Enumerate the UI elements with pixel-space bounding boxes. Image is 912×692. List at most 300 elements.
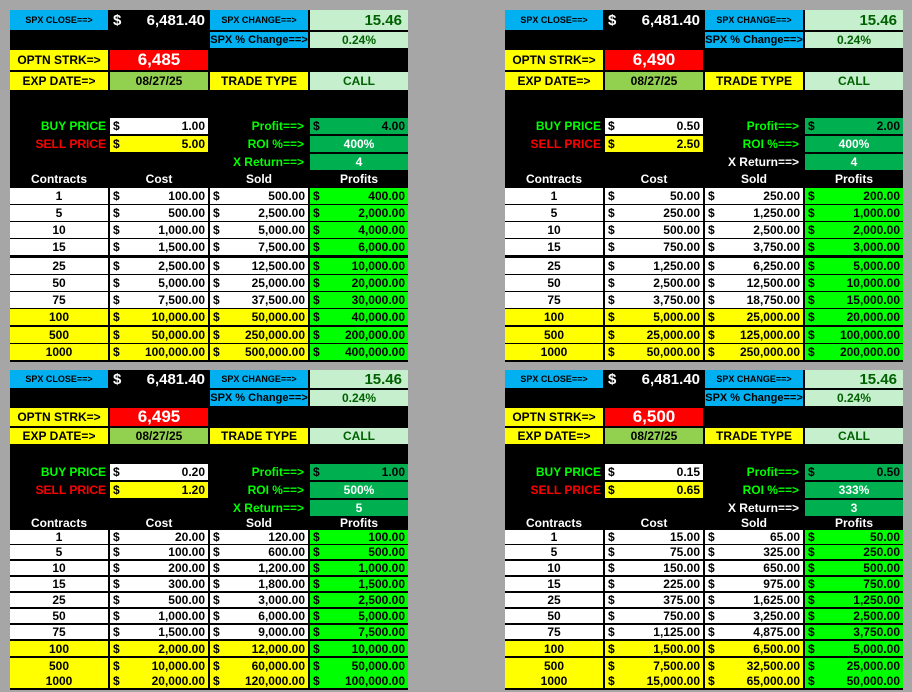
- contracts-cell[interactable]: [505, 222, 603, 238]
- roi-label-text: ROI %==>: [742, 483, 799, 497]
- cost-cell[interactable]: [605, 327, 703, 343]
- profit-cell-dollar-sign: $: [313, 625, 320, 639]
- sold-cell[interactable]: [705, 625, 803, 639]
- exp-date-value[interactable]: [605, 72, 703, 90]
- header-contracts[interactable]: [10, 171, 108, 187]
- optn-strike-value[interactable]: [605, 50, 703, 70]
- spx-close-value[interactable]: [605, 370, 703, 388]
- sold-cell[interactable]: [705, 545, 803, 559]
- profit-cell[interactable]: [805, 327, 903, 343]
- trade-type-label-text: TRADE TYPE: [220, 74, 297, 88]
- spx-close-value[interactable]: [110, 370, 208, 388]
- profit-cell[interactable]: [805, 609, 903, 623]
- profit-cell[interactable]: [805, 188, 903, 204]
- profit-cell[interactable]: [310, 530, 408, 544]
- profit-cell[interactable]: [805, 625, 903, 639]
- trade-type-value[interactable]: [805, 72, 903, 90]
- spx-pct-change-value[interactable]: [310, 390, 408, 406]
- sold-cell[interactable]: [705, 561, 803, 575]
- trade-type-label[interactable]: [210, 428, 308, 444]
- header-sold[interactable]: [705, 171, 803, 187]
- profit-cell[interactable]: [310, 641, 408, 656]
- contracts-cell[interactable]: [505, 673, 603, 688]
- optn-strike-value[interactable]: [605, 408, 703, 426]
- profit-cell[interactable]: [805, 309, 903, 325]
- contracts-cell[interactable]: [10, 205, 108, 221]
- cost-cell[interactable]: [605, 258, 703, 274]
- profit-cell[interactable]: [805, 577, 903, 591]
- header-profits[interactable]: [805, 516, 903, 530]
- cost-cell-value: 50,000.00: [646, 345, 700, 359]
- sold-cell[interactable]: [705, 577, 803, 591]
- header-cost[interactable]: [605, 171, 703, 187]
- spx-close-value[interactable]: [110, 10, 208, 30]
- profit-cell[interactable]: [805, 292, 903, 308]
- profit-cell[interactable]: [805, 530, 903, 544]
- cost-cell[interactable]: [605, 658, 703, 673]
- cost-cell[interactable]: [605, 673, 703, 688]
- sold-cell-dollar-sign: $: [708, 259, 715, 273]
- x-return-value[interactable]: [805, 500, 903, 516]
- table-row: [505, 593, 903, 607]
- sold-cell-value: 250.00: [763, 189, 800, 203]
- profit-cell[interactable]: [310, 188, 408, 204]
- sold-cell[interactable]: [210, 561, 308, 575]
- contracts-cell[interactable]: [505, 327, 603, 343]
- profit-cell[interactable]: [310, 309, 408, 325]
- spx-close-label[interactable]: [10, 370, 108, 388]
- trade-type-value[interactable]: [310, 72, 408, 90]
- sold-cell[interactable]: [210, 275, 308, 291]
- cost-cell[interactable]: [605, 292, 703, 308]
- profit-cell[interactable]: [310, 673, 408, 688]
- contracts-cell[interactable]: [505, 258, 603, 274]
- cost-cell-dollar-sign: $: [113, 625, 120, 639]
- profit-cell-dollar-sign: $: [808, 545, 815, 559]
- profit-value[interactable]: [310, 118, 408, 134]
- contracts-cell[interactable]: [10, 222, 108, 238]
- profit-cell[interactable]: [805, 222, 903, 238]
- sell-price-label[interactable]: [505, 136, 603, 152]
- exp-date-label[interactable]: [505, 72, 603, 90]
- roi-label[interactable]: [210, 136, 308, 152]
- cost-cell[interactable]: [605, 545, 703, 559]
- sold-cell[interactable]: [210, 609, 308, 623]
- header-cost[interactable]: [605, 516, 703, 530]
- cost-cell[interactable]: [110, 292, 208, 308]
- contracts-cell[interactable]: [505, 625, 603, 639]
- exp-date-value[interactable]: [605, 428, 703, 444]
- buy-price-label[interactable]: [10, 464, 108, 480]
- spx-change-value[interactable]: [310, 10, 408, 30]
- cost-cell[interactable]: [110, 545, 208, 559]
- profit-cell[interactable]: [310, 625, 408, 639]
- sold-cell-value: 50,000.00: [251, 310, 305, 324]
- exp-date-value[interactable]: [110, 428, 208, 444]
- sell-price-value[interactable]: [110, 136, 208, 152]
- sold-cell[interactable]: [210, 545, 308, 559]
- cost-cell[interactable]: [605, 309, 703, 325]
- profit-cell[interactable]: [805, 561, 903, 575]
- profit-cell[interactable]: [310, 609, 408, 623]
- buy-price-value[interactable]: [605, 464, 703, 480]
- trade-type-value[interactable]: [805, 428, 903, 444]
- cost-cell[interactable]: [605, 530, 703, 544]
- profit-cell[interactable]: [310, 577, 408, 591]
- profit-cell[interactable]: [310, 258, 408, 274]
- optn-strike-value[interactable]: [110, 50, 208, 70]
- cost-cell[interactable]: [605, 188, 703, 204]
- profit-cell[interactable]: [805, 258, 903, 274]
- sold-cell[interactable]: [210, 593, 308, 607]
- header-profits[interactable]: [310, 516, 408, 530]
- cost-cell[interactable]: [605, 561, 703, 575]
- buy-price-value[interactable]: [605, 118, 703, 134]
- cost-cell[interactable]: [605, 205, 703, 221]
- sold-cell[interactable]: [210, 309, 308, 325]
- profit-cell-value: 200,000.00: [839, 345, 900, 359]
- header-sold[interactable]: [705, 516, 803, 530]
- contracts-cell[interactable]: [10, 530, 108, 544]
- x-return-label[interactable]: [210, 500, 308, 516]
- header-contracts-text: Contracts: [525, 172, 582, 186]
- cost-cell[interactable]: [605, 625, 703, 639]
- profit-cell[interactable]: [805, 641, 903, 656]
- sold-cell[interactable]: [705, 275, 803, 291]
- contracts-cell[interactable]: [10, 673, 108, 688]
- cost-cell[interactable]: [110, 205, 208, 221]
- profit-cell[interactable]: [310, 275, 408, 291]
- spx-pct-change-label[interactable]: [210, 32, 308, 48]
- spx-change-label[interactable]: [705, 10, 803, 30]
- profit-label[interactable]: [705, 464, 803, 480]
- cost-cell-dollar-sign: $: [608, 259, 615, 273]
- spx-pct-change-label[interactable]: [705, 390, 803, 406]
- profit-cell[interactable]: [310, 239, 408, 255]
- cost-cell[interactable]: [110, 609, 208, 623]
- profit-label[interactable]: [705, 118, 803, 134]
- header-sold[interactable]: [210, 516, 308, 530]
- sell-price-label[interactable]: [505, 482, 603, 498]
- profit-cell[interactable]: [310, 561, 408, 575]
- profit-value[interactable]: [805, 464, 903, 480]
- contracts-cell[interactable]: [10, 309, 108, 325]
- cost-cell[interactable]: [605, 641, 703, 656]
- spx-change-value[interactable]: [805, 10, 903, 30]
- cost-cell[interactable]: [110, 239, 208, 255]
- sold-cell[interactable]: [705, 344, 803, 360]
- cost-cell[interactable]: [110, 258, 208, 274]
- sell-price-value[interactable]: [605, 136, 703, 152]
- contracts-cell[interactable]: [10, 188, 108, 204]
- buy-price-label[interactable]: [505, 118, 603, 134]
- sold-cell[interactable]: [210, 205, 308, 221]
- contracts-cell[interactable]: [10, 641, 108, 656]
- contracts-cell[interactable]: [505, 188, 603, 204]
- x-return-label[interactable]: [705, 154, 803, 170]
- contracts-cell[interactable]: [10, 275, 108, 291]
- sold-cell[interactable]: [210, 673, 308, 688]
- x-return-value[interactable]: [805, 154, 903, 170]
- cost-cell[interactable]: [605, 239, 703, 255]
- spx-change-label[interactable]: [210, 370, 308, 388]
- header-cost[interactable]: [110, 516, 208, 530]
- spx-pct-change-label[interactable]: [705, 32, 803, 48]
- sell-price-value[interactable]: [605, 482, 703, 498]
- sell-price-value[interactable]: [110, 482, 208, 498]
- sold-cell[interactable]: [705, 188, 803, 204]
- profit-label[interactable]: [210, 118, 308, 134]
- cost-cell-value: 1,500.00: [158, 625, 205, 639]
- profit-cell[interactable]: [805, 545, 903, 559]
- buy-price-value[interactable]: [110, 464, 208, 480]
- spx-close-label[interactable]: [10, 10, 108, 30]
- profit-cell[interactable]: [310, 658, 408, 673]
- cost-cell[interactable]: [110, 673, 208, 688]
- roi-label[interactable]: [210, 482, 308, 498]
- header-contracts[interactable]: [505, 516, 603, 530]
- profit-cell[interactable]: [310, 344, 408, 360]
- sold-cell[interactable]: [210, 292, 308, 308]
- contracts-cell[interactable]: [505, 577, 603, 591]
- cost-cell[interactable]: [110, 344, 208, 360]
- header-contracts[interactable]: [10, 516, 108, 530]
- exp-date-value[interactable]: [110, 72, 208, 90]
- contracts-cell[interactable]: [10, 609, 108, 623]
- spx-pct-change-label[interactable]: [210, 390, 308, 406]
- spx-close-label[interactable]: [505, 370, 603, 388]
- contracts-cell[interactable]: [10, 545, 108, 559]
- sell-price-label[interactable]: [10, 136, 108, 152]
- cost-cell[interactable]: [605, 222, 703, 238]
- trade-type-value[interactable]: [310, 428, 408, 444]
- header-profits[interactable]: [310, 171, 408, 187]
- header-sold-text: Sold: [741, 516, 767, 530]
- sold-cell[interactable]: [705, 658, 803, 673]
- cost-cell[interactable]: [110, 222, 208, 238]
- cost-cell[interactable]: [110, 188, 208, 204]
- profit-cell[interactable]: [310, 593, 408, 607]
- contracts-cell[interactable]: [505, 609, 603, 623]
- roi-value[interactable]: [310, 136, 408, 152]
- contracts-cell[interactable]: [505, 545, 603, 559]
- sold-cell[interactable]: [210, 239, 308, 255]
- contracts-cell[interactable]: [505, 309, 603, 325]
- contracts-cell[interactable]: [10, 344, 108, 360]
- contracts-cell[interactable]: [10, 258, 108, 274]
- header-sold[interactable]: [210, 171, 308, 187]
- profit-cell-value: 15,000.00: [846, 293, 900, 307]
- exp-date-label[interactable]: [505, 428, 603, 444]
- spx-pct-change-value[interactable]: [310, 32, 408, 48]
- cost-cell[interactable]: [110, 327, 208, 343]
- buy-price-label[interactable]: [505, 464, 603, 480]
- profit-cell-dollar-sign: $: [808, 293, 815, 307]
- contracts-cell[interactable]: [505, 641, 603, 656]
- contracts-cell[interactable]: [10, 292, 108, 308]
- sold-cell-value: 2,500.00: [258, 206, 305, 220]
- trade-type-label[interactable]: [705, 72, 803, 90]
- spx-change-value-text: 15.46: [859, 370, 897, 388]
- header-profits-text: Profits: [834, 516, 873, 530]
- sold-cell[interactable]: [705, 292, 803, 308]
- cost-cell[interactable]: [110, 561, 208, 575]
- spx-close-label[interactable]: [505, 10, 603, 30]
- cost-cell[interactable]: [605, 344, 703, 360]
- sold-cell[interactable]: [705, 222, 803, 238]
- cost-cell-value: 100,000.00: [144, 345, 205, 359]
- contracts-cell[interactable]: [10, 625, 108, 639]
- profit-cell[interactable]: [805, 205, 903, 221]
- profit-cell-value: 40,000.00: [351, 310, 405, 324]
- contracts-cell[interactable]: [10, 327, 108, 343]
- profit-cell[interactable]: [310, 545, 408, 559]
- profit-cell-dollar-sign: $: [313, 609, 320, 623]
- profit-cell[interactable]: [805, 658, 903, 673]
- sold-cell[interactable]: [705, 593, 803, 607]
- sold-cell[interactable]: [705, 258, 803, 274]
- x-return-value[interactable]: [310, 154, 408, 170]
- profit-cell[interactable]: [310, 292, 408, 308]
- contracts-cell[interactable]: [505, 344, 603, 360]
- sold-cell[interactable]: [210, 222, 308, 238]
- exp-date-label[interactable]: [10, 72, 108, 90]
- profit-value-dollar-sign: $: [808, 119, 815, 133]
- contracts-cell[interactable]: [10, 561, 108, 575]
- contracts-cell[interactable]: [505, 275, 603, 291]
- sold-cell-dollar-sign: $: [708, 593, 715, 607]
- header-cost[interactable]: [110, 171, 208, 187]
- spx-close-value[interactable]: [605, 10, 703, 30]
- sold-cell[interactable]: [210, 327, 308, 343]
- contracts-cell[interactable]: [505, 292, 603, 308]
- sold-cell[interactable]: [210, 188, 308, 204]
- cost-cell[interactable]: [110, 577, 208, 591]
- cost-cell-value: 10,000.00: [151, 310, 205, 324]
- roi-label[interactable]: [705, 136, 803, 152]
- sold-cell[interactable]: [210, 530, 308, 544]
- optn-strike-label[interactable]: [10, 50, 108, 70]
- cost-cell[interactable]: [110, 658, 208, 673]
- sold-cell[interactable]: [210, 344, 308, 360]
- contracts-cell[interactable]: [505, 239, 603, 255]
- spx-pct-change-value[interactable]: [805, 390, 903, 406]
- optn-strike-label[interactable]: [10, 408, 108, 426]
- sold-cell[interactable]: [210, 577, 308, 591]
- profit-cell[interactable]: [805, 344, 903, 360]
- profit-value[interactable]: [805, 118, 903, 134]
- sold-cell[interactable]: [705, 641, 803, 656]
- contracts-cell[interactable]: [10, 239, 108, 255]
- cost-cell-value: 7,500.00: [158, 293, 205, 307]
- cost-cell[interactable]: [110, 275, 208, 291]
- contracts-cell[interactable]: [10, 658, 108, 673]
- optn-strike-value[interactable]: [110, 408, 208, 426]
- cost-cell[interactable]: [605, 593, 703, 607]
- header-profits-text: Profits: [834, 172, 873, 186]
- optn-strike-label[interactable]: [505, 50, 603, 70]
- sold-cell[interactable]: [210, 641, 308, 656]
- spx-pct-change-value[interactable]: [805, 32, 903, 48]
- trade-type-label[interactable]: [705, 428, 803, 444]
- cost-cell[interactable]: [110, 309, 208, 325]
- sold-cell-dollar-sign: $: [213, 658, 220, 673]
- buy-price-value-dollar-sign: $: [113, 119, 120, 133]
- trade-type-label[interactable]: [210, 72, 308, 90]
- profit-cell[interactable]: [805, 275, 903, 291]
- sold-cell[interactable]: [705, 309, 803, 325]
- sold-cell[interactable]: [705, 530, 803, 544]
- cost-cell[interactable]: [110, 593, 208, 607]
- sold-cell[interactable]: [210, 658, 308, 673]
- profit-label[interactable]: [210, 464, 308, 480]
- x-return-label[interactable]: [705, 500, 803, 516]
- cost-cell[interactable]: [110, 641, 208, 656]
- table-row: [505, 545, 903, 559]
- roi-value[interactable]: [310, 482, 408, 498]
- contracts-cell[interactable]: [505, 205, 603, 221]
- contracts-cell[interactable]: [505, 561, 603, 575]
- profit-cell[interactable]: [805, 593, 903, 607]
- sell-price-label[interactable]: [10, 482, 108, 498]
- optn-strike-label-text: OPTN STRK=>: [17, 53, 101, 67]
- sold-cell[interactable]: [705, 239, 803, 255]
- sold-cell[interactable]: [705, 609, 803, 623]
- sold-cell[interactable]: [705, 673, 803, 688]
- spx-change-label[interactable]: [705, 370, 803, 388]
- roi-label-text: ROI %==>: [247, 137, 304, 151]
- header-profits[interactable]: [805, 171, 903, 187]
- x-return-label[interactable]: [210, 154, 308, 170]
- sold-cell[interactable]: [705, 205, 803, 221]
- sold-cell[interactable]: [705, 327, 803, 343]
- contracts-cell[interactable]: [10, 593, 108, 607]
- spx-change-value[interactable]: [805, 370, 903, 388]
- sold-cell-value: 120,000.00: [244, 673, 305, 688]
- cost-cell[interactable]: [110, 530, 208, 544]
- exp-date-label[interactable]: [10, 428, 108, 444]
- contracts-cell-text: 50: [547, 276, 561, 290]
- contracts-cell[interactable]: [10, 577, 108, 591]
- contracts-cell[interactable]: [505, 593, 603, 607]
- buy-price-label[interactable]: [10, 118, 108, 134]
- roi-value[interactable]: [805, 136, 903, 152]
- x-return-value[interactable]: [310, 500, 408, 516]
- header-contracts[interactable]: [505, 171, 603, 187]
- profit-value[interactable]: [310, 464, 408, 480]
- profit-cell[interactable]: [805, 239, 903, 255]
- spx-change-value[interactable]: [310, 370, 408, 388]
- profit-cell[interactable]: [805, 673, 903, 688]
- sold-cell[interactable]: [210, 625, 308, 639]
- buy-price-value[interactable]: [110, 118, 208, 134]
- profit-cell[interactable]: [310, 205, 408, 221]
- contracts-cell[interactable]: [505, 530, 603, 544]
- sold-cell[interactable]: [210, 258, 308, 274]
- roi-label[interactable]: [705, 482, 803, 498]
- spx-change-label[interactable]: [210, 10, 308, 30]
- cost-cell[interactable]: [605, 577, 703, 591]
- cost-cell[interactable]: [110, 625, 208, 639]
- cost-cell[interactable]: [605, 275, 703, 291]
- optn-strike-label[interactable]: [505, 408, 603, 426]
- profit-cell[interactable]: [310, 327, 408, 343]
- contracts-cell[interactable]: [505, 658, 603, 673]
- profit-cell[interactable]: [310, 222, 408, 238]
- cost-cell[interactable]: [605, 609, 703, 623]
- sold-cell-value: 650.00: [763, 561, 800, 575]
- roi-value[interactable]: [805, 482, 903, 498]
